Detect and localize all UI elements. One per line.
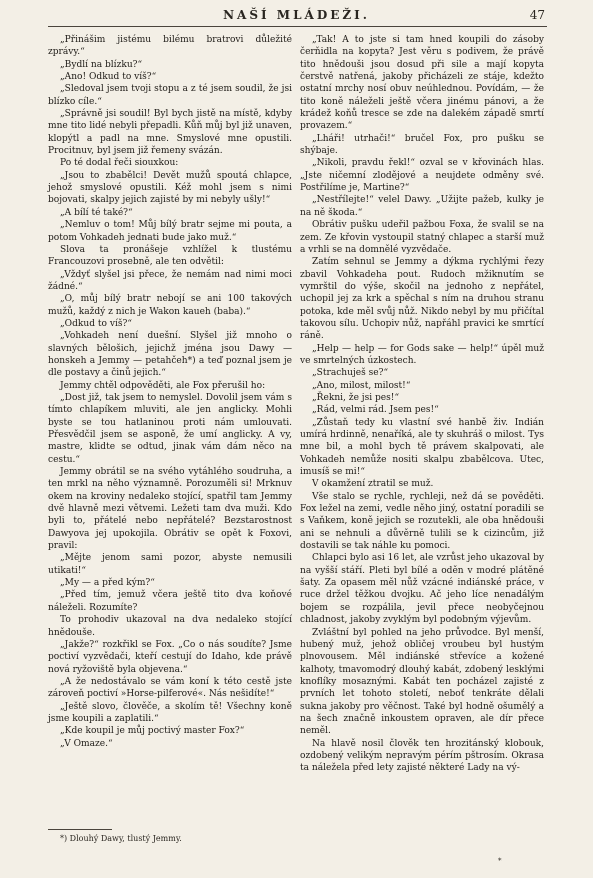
paragraph: „Ano! Odkud to víš?“	[60, 72, 157, 83]
running-title: NAŠÍ MLÁDEŽI.	[223, 8, 370, 22]
paragraph: Obrátiv pušku udeřil pažbou Foxa, že svalil se na zem. Ze křovin vystoupil statný chlapec a starší muž a vrhli se na domnělé vyzvědače.	[300, 220, 544, 255]
paragraph: „Nikoli, pravdu řekl!“ ozval se v křovinách hlas. „Jste ničemní zlodějové a neujdete odměny své. Postřilíme je, Martine?“	[300, 158, 544, 194]
paragraph: „Lháři! utrhači!“ bručel Fox, pro pušku se shýbaje.	[300, 133, 544, 157]
paragraph: Po té dodal řeči siouxkou:	[60, 158, 179, 169]
paragraph: „Nemluv o tom! Můj bílý bratr sejme mi pouta, a potom Vohkadeh jednati bude jako muž.“	[48, 220, 292, 243]
paragraph: „Mějte jenom sami pozor, abyste nemusili utikati!“	[48, 553, 292, 576]
paragraph: Vše stalo se rychle, rychleji, než dá se pověděti. Fox ležel na zemi, vedle něho jiný, ostatní poradili se s Vaňkem, koně jejich se rozutekli, ale oba hnědouši ani se nehnuli a důvěrně tulili se k cizincům, již dostavili se tak náhle ku pomoci.	[300, 491, 544, 552]
page-number: 47	[529, 8, 545, 22]
paragraph: Chlapci bylo asi 16 let, ale vzrůst jeho ukazoval by na vyšší stáří. Pleti byl bílé a oděn v modré plátěné šaty. Za opasem měl nůž vzácné indiánské práce, v ruce držel těžkou dvojku. Ač jeho líce nenadálým bojem se rozpálila, jevil přece neobyčejnou chladnost, jakoby zvyklým byl podobným výjevům.	[300, 553, 544, 626]
paragraph: „Jakže?“ rozkřikl se Fox. „Co o nás soudíte? Jsme poctiví vyzvědači, kteří cestují do Idaho, kde právě nová ryžoviště byla objevena.“	[48, 639, 292, 675]
paragraph: V okamžení ztratil se muž.	[312, 479, 434, 490]
paragraph: „Help — help — for Gods sake — help!“ úpěl muž ve smrtelných úzkostech.	[300, 343, 544, 366]
paragraph: „Zůstaň tedy ku vlastní své hanbě živ. Indián umírá hrdinně, nenaříká, ale ty skuhráš o milost. Tys mne bil, a mohl bych tě právem skalpovati, ale Vohkadeh nemůže nositi skalpu zbabělcova. Utec, imusíš se mi!“	[300, 417, 544, 478]
paragraph: „Tak! A to jste si tam hned koupili do zásoby čerňidla na kopyta? Jest věru s podivem, že právě tito hnědouši jsou dosud při sile a mají kopyta čerstvě natřená, jakoby přicházeli ze stáje, kdežto ostatní mrchy nosí obuv neúhlednou. Povídám, — že tito koně náleželi ještě včera jinému pánovi, a že krádež koňů tresce se zde na dalekém západě smrtí provazem.“	[300, 35, 544, 132]
ornament: *	[498, 857, 502, 865]
footnote: *) Dlouhý Dawy, tlustý Jemmy.	[60, 834, 182, 843]
paragraph: „Ano, milost, milost!“	[312, 380, 411, 391]
paragraph: „Dost již, tak jsem to nemyslel. Dovolil jsem vám s tímto chlapíkem mluviti, ale jen anglicky. Mohli byste se tou hatlaninou proti nám umlouvati. Přesvědčil jsem se asponě, že umí anglicky. A vy, mastre, klidte se odtud, jinak vám dám něco na cestu.“	[48, 392, 292, 465]
right-text-column	[300, 34, 544, 775]
paragraph: „Jsou to zbabělci! Devět mužů spoutá chlapce, jehož smyslové opustili. Kéž mohl jsem s nimi bojovati, skalpy jejich zajisté by mi nebyly ušly!“	[48, 170, 292, 206]
paragraph: „Bydlí na blízku?“	[60, 59, 143, 70]
paragraph: Jemmy chtěl odpověděti, ale Fox přerušil ho:	[60, 380, 266, 391]
paragraph: „My — a před kým?“	[60, 578, 155, 589]
paragraph: „Správně jsi soudil! Byl bych jistě na místě, kdyby mne tito lidé nebyli přepadli. Kůň můj byl již unaven, klopýtl a padl na mne. Smyslové mne opustili. Procitnuv, byl jsem již řemeny svázán.	[48, 109, 292, 157]
paragraph: Slova ta pronášeje vzhlížel k tlustému Francouzovi prosebně, ale ten odvětil:	[48, 244, 292, 268]
paragraph: „A bílí té také?“	[60, 207, 133, 218]
paragraph: „O, můj bílý bratr nebojí se ani 100 takových mužů, každý z nich je Wakon kaueh (baba).“	[48, 294, 292, 317]
paragraph: „Kde koupil je můj poctivý master Fox?“	[60, 726, 245, 737]
paragraph: „Strachuješ se?“	[312, 368, 389, 379]
paragraph: „Odkud to víš?“	[60, 318, 132, 329]
footnote-rule	[48, 829, 112, 830]
paragraph: Jemmy obrátil se na svého vytáhlého soudruha, a ten mrkl na něho významně. Porozuměli si! Mrknuv okem na kroviny nedaleko stojící, spatřil tam Jemmy dvě hlavně mezi větvemi. Ležeti tam dva muži. Kdo byli to, přátelé nebo nepřátelé? Bezstarostnost Dawyova jej upokojila. Obrátiv se opět k Foxovi, pravil:	[48, 467, 292, 552]
paragraph: „V Omaze.“	[60, 738, 113, 749]
paragraph: „Vohkadeh není duešní. Slyšel již mnoho o slavných bělošich, jejichž jména jsou Dawy — honskeh a Jemmy — petahčeh*) a teď poznal jsem je dle postavy a činů jejich.“	[48, 331, 292, 379]
paragraph: „Ještě slovo, člověče, a skolím tě! Všechny koně jsme koupili a zaplatili.“	[48, 701, 292, 724]
paragraph: „Nestřílejte!“ velel Dawy. „Užijte pažeb, kulky je na ně škoda.“	[300, 195, 544, 218]
paragraph: To prohodiv ukazoval na dva nedaleko stojící hnědouše.	[48, 615, 292, 638]
paragraph: Na hlavě nosil člověk ten hrozitánský klobouk, ozdobený velikým nepravým pérím pštrosím. Okrasa ta náležela před lety zajisté některé Lady na vý-	[300, 738, 544, 774]
paragraph: „Před tím, jemuž včera ještě tito dva koňové náleželi. Rozumíte?	[48, 590, 292, 613]
paragraph: Zatím sehnul se Jemmy a dýkma rychlými řezy zbavil Vohkadeha pout. Rudoch mžiknutím se vymrštil do výše, skočil na jednoho z nepřátel, uchopil jej za krk a spěchal s ním na druhou stranu potoka, kde měl svůj nůž. Nikdo nebyl by mu přičítal takovou sílu. Uchopiv nůž, napřáhl pravici ke smrtící ráně.	[300, 257, 544, 342]
paragraph: „Přinášim jistému bilému bratrovi důležité zprávy.“	[48, 35, 292, 58]
paragraph: Zvláštní byl pohled na jeho průvodce. Byl menší, hubený muž, jehož obličej vroubeu byl hustým plnovousem. Měl indiánské střevíce a kožené kalhoty, tmavomodrý dlouhý kabát, zdobený lesklými knoflíky mosaznými. Kabát ten pocházel zajisté z prvních let tohoto století, neboť tenkráte dělali sukna jakoby pro věčnost. Také byl hodně ošumělý a na šech značně inkoustem opraven, ale dír přece neměl.	[300, 627, 544, 737]
paragraph: „Vždyť slyšel jsi přece, že nemám nad nimi moci žádné.“	[48, 269, 292, 292]
paragraph: „Sledoval jsem tvoji stopu a z té jsem soudil, že jsi blízko cíle.“	[48, 84, 292, 107]
left-text-column	[48, 34, 292, 750]
paragraph: „A že nedostávalo se vám koní k této cestě jste zároveň poctiví »Horse-pilferové«. Nás nešidíte!“	[48, 676, 292, 700]
paragraph: „Rád, velmi rád. Jsem pes!“	[312, 405, 439, 416]
header-rule	[48, 26, 547, 27]
paragraph: „Řekni, že jsi pes!“	[312, 392, 400, 403]
